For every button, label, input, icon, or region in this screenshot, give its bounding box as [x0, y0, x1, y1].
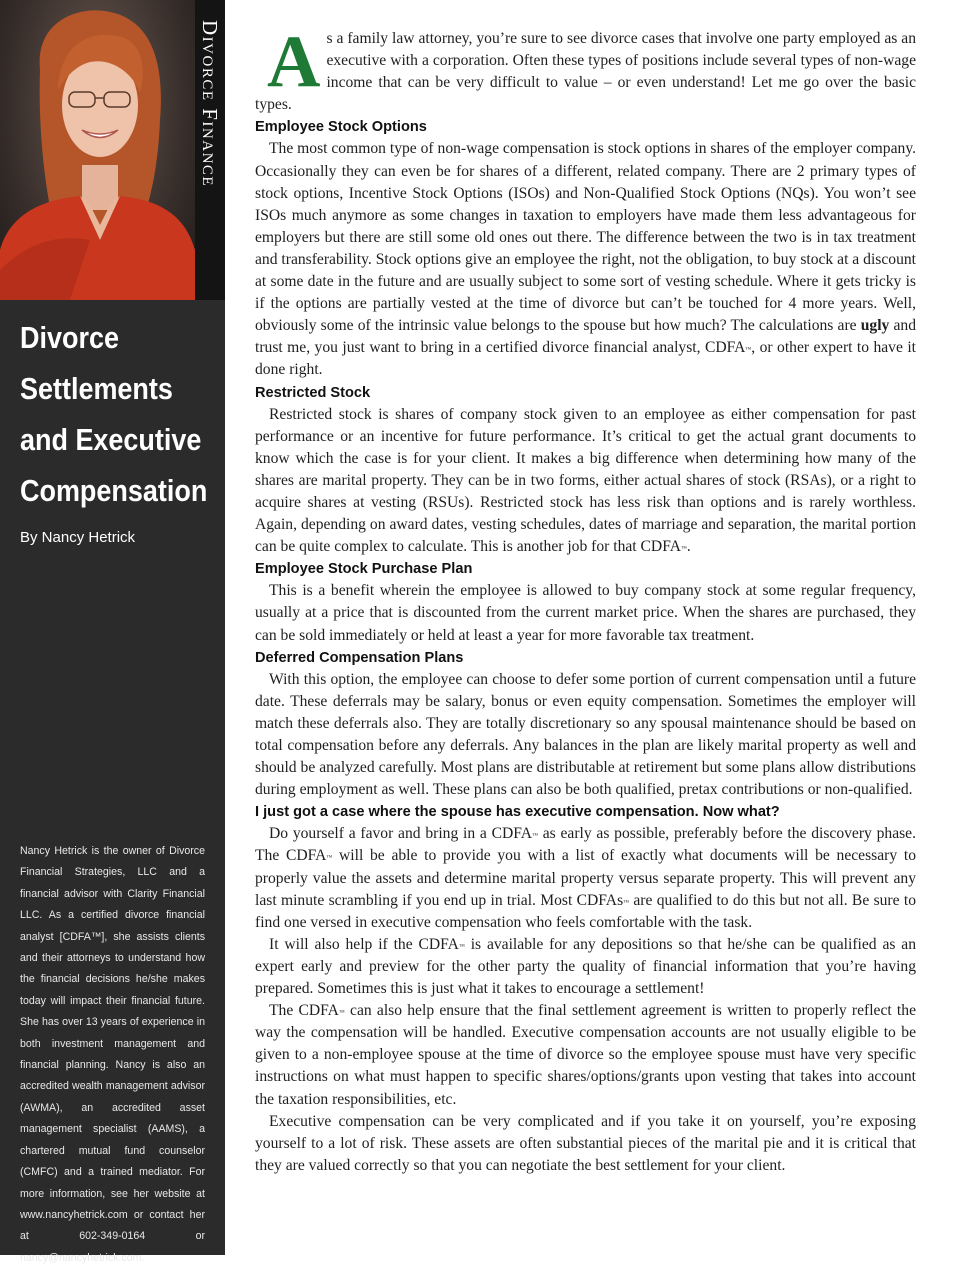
paragraph-deferred-comp: With this option, the employee can choose to defer some portion of current compensation until a future date. These deferrals may be salary, bonus or even equity compensation. Sometimes the employer will match these deferrals also. They are totally discretionary so any spousal maintenance should be based on total compensation before any deferrals. Any balances in the plan are likely marital property as well and should be analyzed carefully. Most plans are distributable at retirement but some plans allow distributions during employment as well. These plans can also be both qualified, pretax contributions or non-qualified.: [255, 670, 916, 799]
title-line: Settlements: [20, 371, 173, 406]
title-line: and Executive: [20, 422, 202, 457]
intro-paragraph: As a family law attorney, you’re sure to see divorce cases that involve one party employed as an executive with a corporation. Often these types of positions include several types of non-wage income that can be very difficult to value – or even understand! Let me go over the basic types.: [255, 21, 916, 114]
paragraph-restricted-stock: Restricted stock is shares of company stock given to an employee as either compensation for past performance or an incentive for future performance. It’s critical to get the actual grant documents to know which the case is for your client. It makes a big difference when determining how many of the shares are marital property. They can be in two forms, either actual shares of stock (RSAs), or a right to acquire shares at vesting (RSUs). Restricted stock has less risk than options and is rarely worthless. Again, depending on award dates, vesting schedules, dates of marriage and separation, the marital portion can be quite complex to calculate. This is another job for that CDFA™.: [255, 405, 916, 556]
title-line: Compensation: [20, 473, 208, 508]
paragraph-stock-options: The most common type of non-wage compensation is stock options in shares of the employer company. Occasionally they can even be for shares of a different, related company. There are 2 primary types of stock options, Incentive Stock Options (ISOs) and Non-Qualified Stock Options (NQs). You won’t see ISOs much anymore as some changes in taxation to employers have made them less advantageous for employers but there are still some old ones out there. The difference between the two is in tax treatment and transferability. Stock options give an employee the right, not the obligation, to buy stock at a discount at some date in the future and are usually subject to some sort of vesting schedule. Where it gets tricky is if the options are partially vested at the time of divorce but can’t be touched for 4 more years. Well, obviously some of the intrinsic value belongs to the spouse but how much? The calculations are ugly and trust me, you just want to bring in a certified divorce financial analyst, CDFA™, or other expert to have it done right.: [255, 140, 916, 379]
paragraph-cdfa-depositions: It will also help if the CDFA™ is available for any depositions so that he/she can be qualified as an expert early and preview for the other party the quality of financial information that you’re having prepared. Sometimes this is just what it takes to encourage a settlement!: [255, 935, 917, 998]
paragraph-cdfa-early: Do yourself a favor and bring in a CDFA™ as early as possible, preferably before the discovery phase. The CDFA™ will be able to provide you with a list of exactly what documents will be necessary to properly value the assets and determine marital property versus separate property. This will prevent any last minute scrambling if you end up in trial. Most CDFAs™ are qualified to do this but not all. Be sure to find one versed in executive compensation who feels comfortable with the task.: [255, 825, 917, 931]
author-bio: Nancy Hetrick is the owner of Divorce Financial Strategies, LLC and a financial advisor with Clarity Financial LLC. As a certified divorce financial analyst [CDFA™], she assists clients and their attorneys to understand how the financial decisions he/she makes today will impact their financial future. She has over 13 years of experience in both investment management and financial planning. Nancy is also an accredited wealth management advisor (AWMA), an accredited asset management specialist (AAMS), a chartered mutual fund counselor (CMFC) and a trained mediator. For more information, see her website at www.nancyhetrick.com or contact her at 602-349-0164 or nancy@nancyhetrick.com.: [20, 845, 205, 1264]
heading-now-what: I just got a case where the spouse has executive compensation. Now what?: [255, 804, 780, 821]
heading-restricted-stock: Restricted Stock: [255, 384, 371, 401]
heading-espp: Employee Stock Purchase Plan: [255, 561, 473, 578]
byline: By Nancy Hetrick: [20, 529, 136, 546]
drop-cap: A: [267, 21, 321, 103]
paragraph-cdfa-settlement: The CDFA™ can also help ensure that the final settlement agreement is written to properly reflect the way the compensation will be handled. Executive compensation accounts are not usually eligible to be given to a non-employee spouse at the time of divorce so the employee spouse must have very specific instructions on what must happen to specific shares/options/grants upon vesting that takes into account the taxation responsibilities, etc.: [255, 1002, 916, 1108]
article-body: [255, 21, 917, 1177]
heading-deferred-comp: Deferred Compensation Plans: [255, 649, 464, 666]
author-portrait: [0, 0, 195, 300]
heading-stock-options: Employee Stock Options: [255, 119, 427, 136]
section-title: Divorce Finance: [198, 20, 222, 188]
title-line: Divorce: [20, 320, 119, 355]
paragraph-conclusion: Executive compensation can be very complicated and if you take it on yourself, you’re exposing yourself to a lot of risk. These assets are often substantial pieces of the marital pie and it is critical that they are valued correctly so that you can negotiate the best settlement for your client.: [255, 1112, 916, 1174]
article-title: [20, 312, 208, 516]
sidebar: [0, 0, 225, 1264]
paragraph-espp: This is a benefit wherein the employee is allowed to buy company stock at some regular frequency, usually at a price that is discounted from the current market price. When the shares are purchased, they can be sold immediately or held at least a year for more favorable tax treatment.: [255, 582, 916, 644]
